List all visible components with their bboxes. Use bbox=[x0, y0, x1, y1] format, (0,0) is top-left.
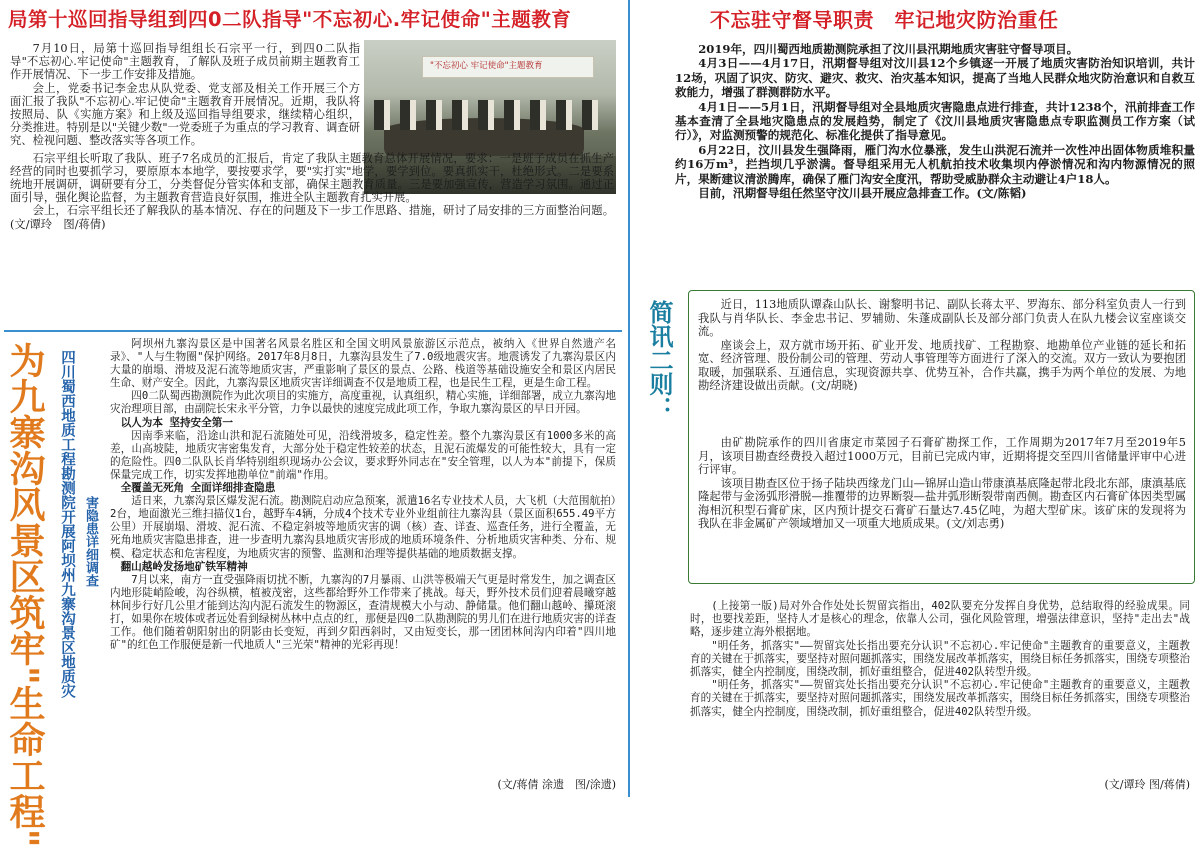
top-left-article-body bbox=[10, 42, 614, 332]
jiuzhaigou-subtitle: 四川蜀西地质工程勘测院开展阿坝州九寨沟景区地质灾 bbox=[59, 350, 75, 698]
jiuzhaigou-p1: 阿坝州九寨沟景区是中国著名风景名胜区和全国文明风景旅游区示范点，被纳入《世界自然遗产名录》、"人与生物圈"保护网络。2017年8月8日，九寨沟县发生了7.0级地震灾害。地震诱发了九寨沟景区内大量的崩塌、滑坡及泥石流等地质灾害，严重影响了景区的景点、公路、栈道等基础设施安全和景区内居民生命、财产安全。因此，九寨沟景区地质灾害详细调查不仅是地质工程，也是民生工程，更是生命工程。 bbox=[110, 338, 616, 390]
continuation-p2: "明任务，抓落实"——贺留宾处长指出要充分认识"不忘初心.牢记使命"主题教育的重要意义，主题教育的关键在于抓落实，要坚持对照问题抓落实，围绕发展改革抓落实，围绕目标任务抓落实，围绕专项整治抓落实，健全内控制度，围绕改制，抓好重组整合，促进402队转型升级。 bbox=[690, 639, 1190, 679]
brief-item2-p1: 由矿勘院承作的四川省康定市菜园子石膏矿勘探工作，工作周期为2017年7月至2019年5月，该项目勘查经费投入超过1000万元，目前已完成内审，近期将提交至四川省储量评审中心进行评审。 bbox=[698, 436, 1186, 476]
top-right-p2: 4月3日——4月17日，汛期督导组对汶川县12个乡镇逐一开展了地质灾害防治知识培训，共计12场，巩固了识灾、防灾、避灾、救灾、治灾基本知识，提高了当地人民群众地灾防治意识和自救互救能力，增强了群测群防水平。 bbox=[675, 56, 1195, 100]
continuation-body bbox=[690, 600, 1190, 719]
brief-item-1 bbox=[698, 298, 1186, 393]
top-right-p5: 目前，汛期督导组任然坚守汶川县开展应急排查工作。(文/陈韬) bbox=[698, 186, 1027, 201]
continuation-byline: (文/谭玲 图/蒋倩) bbox=[1104, 778, 1190, 791]
top-left-p1: 7月10日，局第十巡回指导组组长石宗平一行，到四0二队指导"不忘初心.牢记使命"主题教育，了解队及班子成员前期主题教育工作开展情况、下一步工作安排及措施。 bbox=[10, 42, 360, 82]
jiuzhaigou-heading-1: 以人为本 坚持安全第一 bbox=[120, 416, 233, 429]
jiuzhaigou-byline: (文/蒋倩 涂遗 图/涂遗) bbox=[497, 778, 616, 791]
column-divider bbox=[628, 0, 630, 797]
left-section-divider bbox=[4, 330, 622, 332]
continuation-p3: "明任务，抓落实"——贺留宾处长指出要充分认识"不忘初心.牢记使命"主题教育的重要意义，主题教育的关键在于抓落实，要坚持对照问题抓落实，围绕发展改革抓落实，围绕目标任务抓落实，围绕专项整治抓落实，健全内控制度，围绕改制，抓好重组整合，促进402队转型升级。 bbox=[690, 679, 1190, 718]
jiuzhaigou-article-body bbox=[110, 338, 616, 778]
brief-item-2 bbox=[698, 436, 1186, 531]
jiuzhaigou-big-title: 为九寨沟风景区筑牢"生命工程" bbox=[4, 342, 45, 848]
jiuzhaigou-p5: 7月以来，南方一直受强降雨切扰不断，九寨沟的7月暴雨、山洪等极端天气更是时常发生，加之调查区内地形陡峭险峻，沟谷纵横，植被茂密，这些都给野外工作带来了挑战。每天，野外技术员们迎着晨曦穿越林间步行好几公里才能到达沟内泥石流发生的物源区，查清规模大小与动、静储量。他们翻山越岭、攥斑滚打，如果你在坡体或者远处看到绿树丛林中点点的红，那便是四0二队勘测院的男儿们在进行地质灾害的详查工作。他们随着朝阳射出的阴影由长变短，再到夕阳西斜时，又由短变长，那一团团林间沟内印着"四川地矿"的红色工作服便是新一代地质人"三光荣"精神的光彩再现！ bbox=[110, 573, 616, 652]
brief-item1-p1: 近日，113地质队谭森山队长、谢黎明书记、副队长蒋太平、罗海东、部分科室负责人一行到我队与肖华队长、李金忠书记、罗辅勋、朱蓬成副队长及部分部门负责人在队九楼会议室座谈交流。 bbox=[698, 298, 1186, 338]
top-right-p3: 4月1日——5月1日，汛期督导组对全县地质灾害隐患点进行排查，共计1238个，汛前排查工作基本查清了全县地灾隐患点的发展趋势，制定了《汶川县地质灾害隐患点专职监测员工作方案（试行）》，对监测预警的规范化、标准化提供了指导意见。 bbox=[675, 99, 1195, 143]
jiuzhaigou-p2: 四0二队蜀西勘测院作为此次项目的实施方，高度重视，认真组织，精心实施，详细部署，成立九寨沟地灾治理项目部，由副院长宋永平分管，力争以最快的速度完成此项工作，争取九寨沟景区的早日开园。 bbox=[110, 390, 616, 416]
jiuzhaigou-heading-3: 翻山越岭发扬地矿铁军精神 bbox=[120, 560, 248, 573]
brief-item1-p2: 座谈会上，双方就市场开拓、矿业开发、地质找矿、工程勘察、地勘单位产业链的延长和拓宽、经济管理、股份制公司的管理、劳动人事管理等方面进行了深入的交流。双方一致认为要抱团取暖，加强联系、互通信息，实现资源共享、优势互补，合作共赢，携手为两个单位的发展、为地勘经济建设做出贡献。(文/胡晓) bbox=[698, 338, 1186, 392]
jiuzhaigou-heading-2: 全覆盖无死角 全面详细排查隐患 bbox=[120, 482, 276, 495]
headline-top-left: 局第十巡回指导组到四0二队指导"不忘初心.牢记使命"主题教育 bbox=[8, 8, 572, 31]
top-left-p2: 会上，党委书记李金忠从队党委、党支部及相关工作开展三个方面汇报了我队"不忘初心.牢记使命"主题教育开展情况。近期，我队将按照局、队《实施方案》和上级及巡回指导组要求，继续精心组织，分类推进。特别是以"关键少数"一党委班子为重点的学习教育、调查研究、检视问题、整改落实等各项工作。 bbox=[10, 81, 360, 148]
jiuzhaigou-p4: 适日来，九寨沟景区爆发泥石流。勘测院启动应急预案，派遣16名专业技术人员，大飞机（大范围航拍）2台，地面激光三维扫描仪1台，越野车4辆，分成4个技术专业外业组前往九寨沟县（景区面积655.49平方公里）开展崩塌、滑坡、泥石流、不稳定斜坡等地质灾害的调（核）查、详查、巡查任务，进行全覆盖，无死角地质灾害隐患排查，进一步查明九寨沟县地质灾害形成的地质环境条件、分析地质灾害种类、分布、规模、稳定状态和危害程度，为地质灾害的预警、监测和治理等提供基础的地质数据支撑。 bbox=[110, 495, 616, 560]
continuation-p1: (上接第一版)局对外合作处处长贺留宾指出，402队要充分发挥自身优势，总结取得的经验成果。同时，也要找差距，坚持人才是核心的理念，依靠人公司，强化风险管理，增强法律意识，坚持"走出去"战略，逐步建立海外根据地。 bbox=[690, 600, 1190, 639]
jiuzhaigou-subtitle-sub: 害隐患详细调查 bbox=[83, 496, 98, 587]
brief-vertical-title: 简讯二则： bbox=[645, 300, 673, 420]
brief-item2-p2: 该项目勘查区位于扬子陆块西缘龙门山—锦屏山造山带康滇基底隆起带北段北东部，康滇基底隆起带与金汤弧形滑脱—推覆带的边界断裂—盐井弧形断裂带南西侧。勘查区内石膏矿体因类型属海相沉积型石膏矿床，区内预计提交石膏矿石量达7.45亿吨，为超大型矿床。该矿床的发现将为我队在非金属矿产领域增加又一项重大地质成果。(文/刘志勇) bbox=[698, 476, 1186, 530]
jiuzhaigou-p3: 因南季来临，沿途山洪和泥石流随处可见，沿线滑坡多，稳定性差。整个九寨沟景区有1000多米的高差，山高坡陡，地质灾害密集发育，大部分处于稳定性较差的状态，且泥石流爆发的可能性较大，具有一定的危险性。四0二队队长肖华特别组织现场办公会议，要求野外同志在"安全管理，以人为本"前提下，保质保量完成工作，切实发挥地勘单位"前端"作用。 bbox=[110, 429, 616, 481]
top-right-p4: 6月22日，汶川县发生强降雨，雁门沟水位暴涨，发生山洪泥石流并一次性冲出固体物质堆积量约16万m³，拦挡坝几乎淤满。督导组采用无人机航拍技术收集坝内停淤情况和沟内物源情况的照片，果断建议清淤腾库，确保了雁门沟安全度汛，帮助受威胁群众主动避让4户18人。 bbox=[675, 142, 1195, 186]
headline-top-right: 不忘驻守督导职责 牢记地灾防治重任 bbox=[710, 8, 1059, 32]
photo-banner-text: "不忘初心 牢记使命"主题教育 bbox=[430, 61, 543, 71]
top-right-p1: 2019年，四川蜀西地质勘测院承担了汶川县汛期地质灾害驻守督导项目。 bbox=[698, 42, 1079, 56]
top-left-p4: 会上，石宗平组长还了解我队的基本情况、存在的问题及下一步工作思路、措施，研讨了局安排的三方面整治问题。(文/谭玲 图/蒋倩) bbox=[10, 204, 614, 231]
top-right-article-body bbox=[675, 42, 1195, 200]
top-left-p3: 石宗平组长听取了我队、班子7名成员的汇报后，肯定了我队主题教育总体开展情况，要求：一是班子成员在抓生产经营的同时也要抓学习，要原原本本地学，要按要求学，要"实打实"地学，要学到位。要真抓实干，杜绝形式。二是要系统地开展调研，调研要有分工，分类督促分管实体和支部，确保主题教育质量。三是要加强宣传，营造学习氛围。通过正面引导，强化舆论监督，为主题教育营造良好氛围，推进全队主题教育扎实开展。 bbox=[10, 151, 614, 205]
